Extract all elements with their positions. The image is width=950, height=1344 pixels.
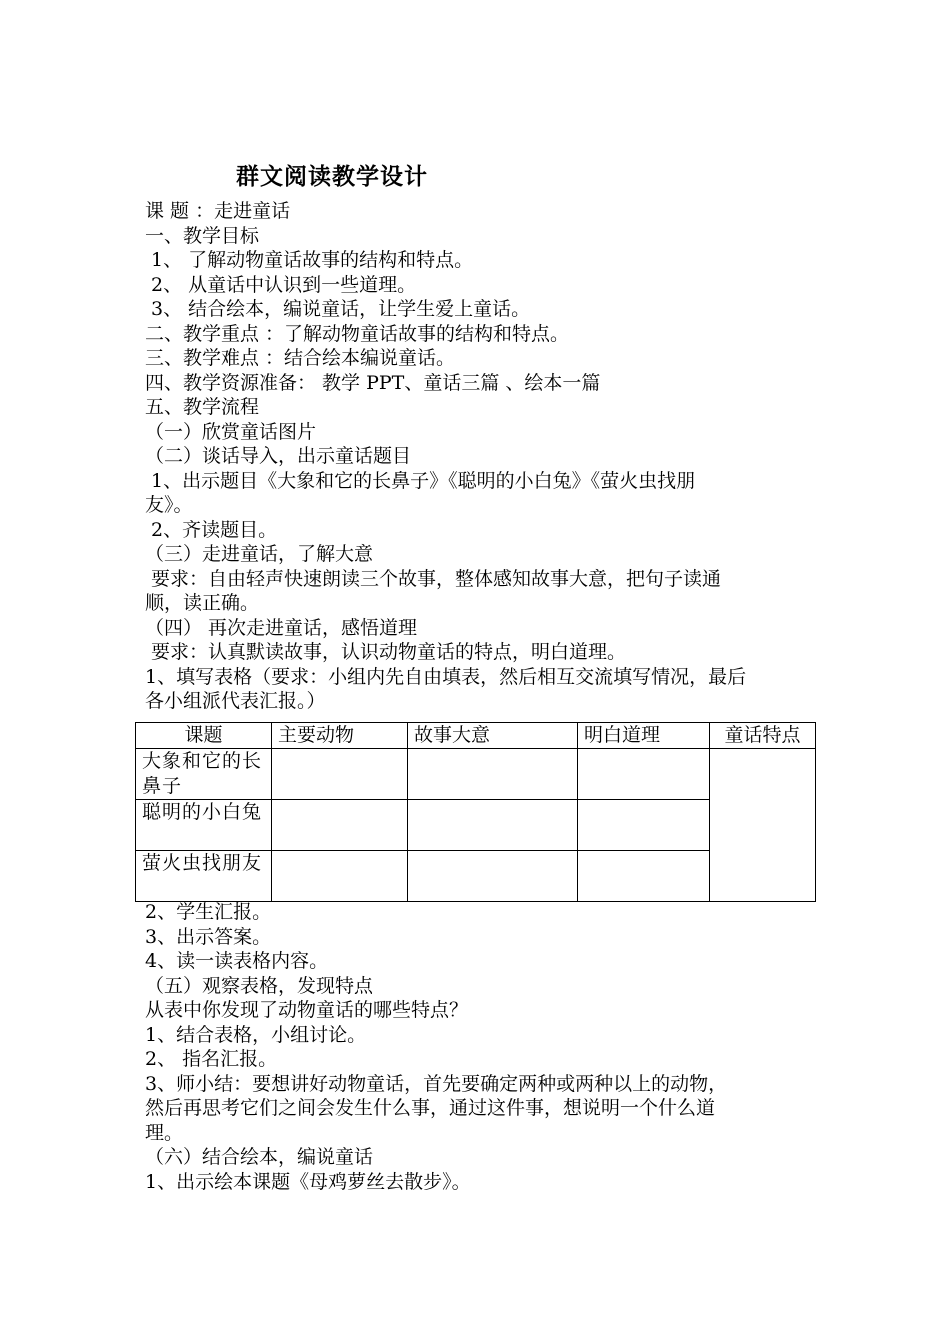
empty-cell [408,800,578,851]
header-cell: 故事大意 [408,723,578,749]
after-line: （六）结合绘本，编说童话 [145,1146,374,1168]
topic-line: 课 题 ：走进童话 [145,200,291,222]
key-point-line: 二、教学重点 ：了解动物童话故事的结构和特点。 [145,322,570,345]
after-line: 3、师小结：要想讲好动物童话，首先要确定两种或两种以上的动物， [145,1072,728,1095]
row-topic-cell: 萤火虫找朋友 [136,851,272,902]
header-cell: 童话特点 [710,723,816,749]
process-line: （四） 再次走进童话，感悟道理 [145,616,418,639]
goal-item: 3、 结合绘本，编说童话，让学生爱上童话。 [145,298,531,320]
empty-cell [272,749,408,800]
empty-cell [578,749,710,800]
goal-item: 2、 从童话中认识到一些道理。 [145,273,417,296]
process-line: 2、齐读题目。 [145,518,278,541]
after-line: 然后再思考它们之间会发生什么事，通过这件事，想说明一个什么道 [145,1097,716,1119]
empty-cell [578,800,710,851]
after-line: 从表中你发现了动物童话的哪些特点？ [145,999,469,1021]
row-topic-cell: 大象和它的长鼻子 [136,749,272,800]
features-merged-cell [710,749,816,902]
goal-item: 1、 了解动物童话故事的结构和特点。 [145,249,474,271]
process-line: （一）欣赏童话图片 [145,420,317,443]
process-line: 要求：自由轻声快速朗读三个故事，整体感知故事大意，把句子读通 [145,567,722,590]
difficulty-line: 三、教学难点 ：结合绘本编说童话。 [145,347,456,369]
process-line: （二）谈话导入，出示童话题目 [145,445,412,467]
empty-cell [578,851,710,902]
goals-heading: 一、教学目标 [145,224,260,247]
fill-in-table [135,722,816,902]
resources-line: 四、教学资源准备： 教学 PPT、童话三篇 、绘本一篇 [145,371,601,394]
after-line: 2、学生汇报。 [145,901,272,923]
after-line: 4、读一读表格内容。 [145,950,329,972]
row-topic-cell: 聪明的小白兔 [136,800,272,851]
process-heading: 五、教学流程 [145,396,260,418]
after-table-block [145,900,810,1194]
after-line: 1、出示绘本课题《母鸡萝丝去散步》。 [145,1170,471,1193]
process-line: （三）走进童话，了解大意 [145,543,374,565]
process-line: 顺，读正确。 [145,592,260,614]
empty-cell [272,800,408,851]
header-cell: 课题 [136,723,272,749]
empty-cell [408,851,578,902]
after-line: 2、 指名汇报。 [145,1048,278,1070]
table-row [136,749,816,800]
process-line: 1、出示题目《大象和它的长鼻子》《聪明的小白兔》《萤火虫找朋 [145,469,696,492]
header-cell: 主要动物 [272,723,408,749]
after-line: 3、出示答案。 [145,925,272,948]
empty-cell [272,851,408,902]
empty-cell [408,749,578,800]
process-line: 要求：认真默读故事，认识动物童话的特点，明白道理。 [145,641,627,663]
after-line: 理。 [145,1121,184,1144]
lesson-header-block [145,199,810,714]
after-line: 1、结合表格，小组讨论。 [145,1023,367,1046]
process-line: 1、填写表格（要求：小组内先自由填表，然后相互交流填写情况，最后 [145,665,747,688]
header-cell: 明白道理 [578,723,710,749]
process-line: 各小组派代表汇报。） [145,690,326,712]
document-title: 群文阅读教学设计 [236,163,428,190]
table-header-row [136,723,816,749]
process-line: 友》。 [145,494,193,516]
after-line: （五）观察表格，发现特点 [145,974,374,997]
